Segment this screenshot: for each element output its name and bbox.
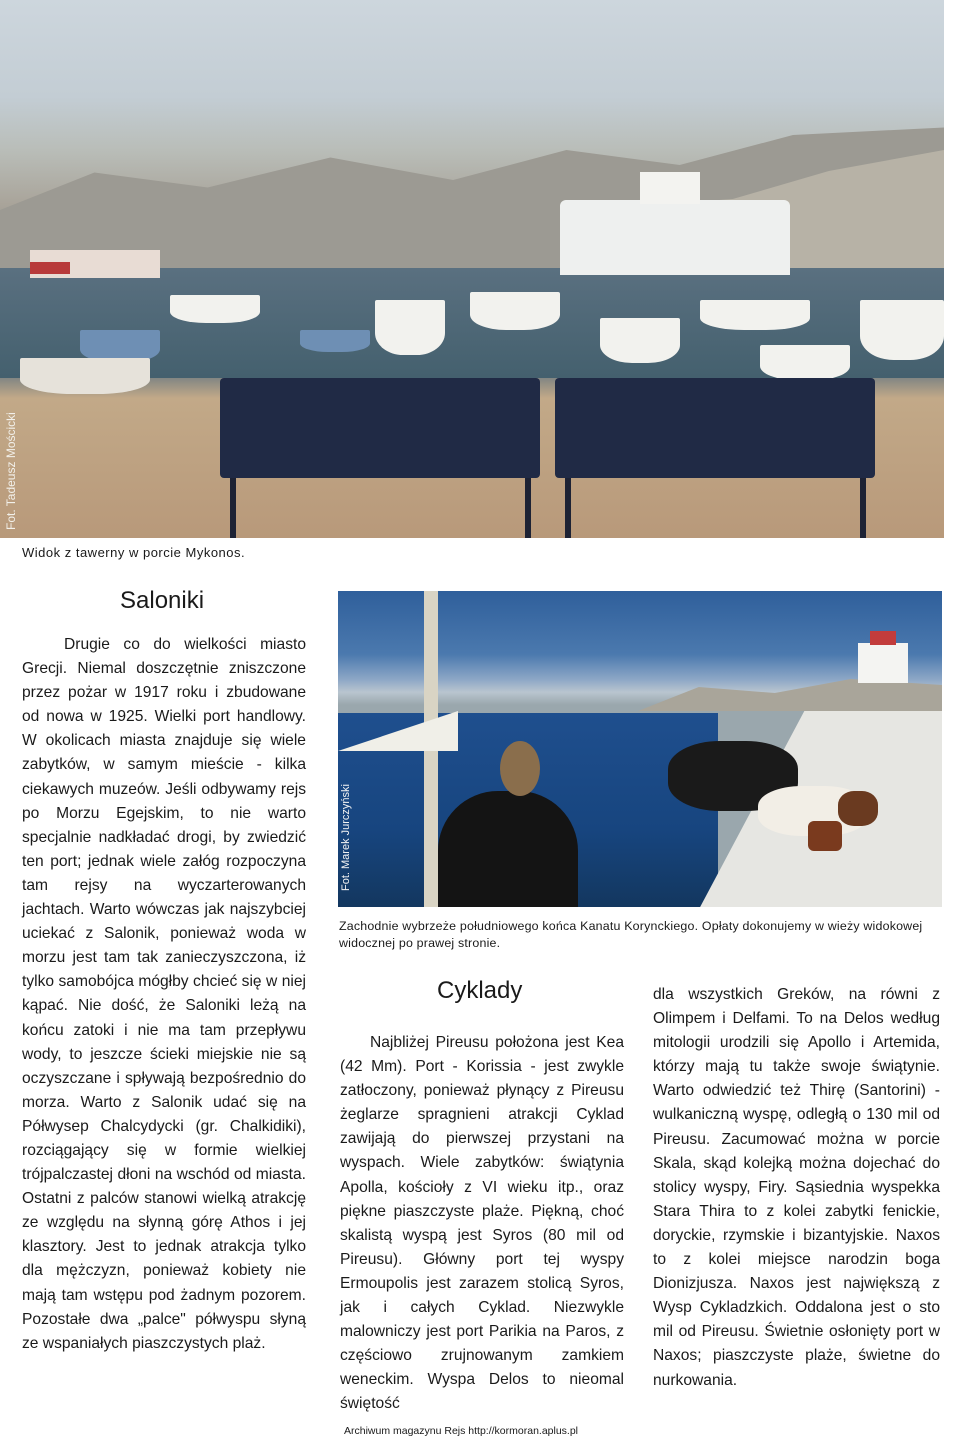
photo-caption-right: Zachodnie wybrzeże południowego końca Kanatu Korynckiego. Opłaty dokonujemy w wieży widokowej widocznej po prawej stronie. (339, 919, 923, 950)
photo-credit-top: Fot. Tadeusz Mościcki (4, 412, 18, 530)
heading-cyklady: Cyklady (437, 977, 523, 1004)
article-cyklady-text-2: dla wszystkich Greków, na równi z Olimpem i Delfami. To na Delos według mitologii urodzili się Apollo i Artemida, którzy mają tu także swoje świątynie. Warto odwiedzić też Thirę (Santorini) - wulkaniczną wyspę, odległą o 130 mil od Pireusu. Zacumować można w porcie Skala, skąd kolejką można dojechać do stolicy wyspy, Firy. Sąsiednia wyspekka Stara Thira to z kolei zabytki fenickie, doryckie, rzymskie i bizantyjskie. Naxos to z kolei miejsce narodzin boga Dionizjusza. Naxos jest największą z Wysp Cykladzkich. Oddalona jest o sto mil od Pireusu. Świetnie osłonięty port w Naxos; piaszczyste plaże, świetne do nurkowania. (653, 986, 940, 1389)
mykonos-harbour-photo (0, 0, 944, 538)
article-cyklady-column-1 (340, 1031, 624, 1417)
photo-credit-right: Fot. Marek Jurczyński (340, 784, 352, 891)
footer-source: Archiwum magazynu Rejs http://kormoran.aplus.pl (344, 1425, 579, 1437)
article-cyklady-text-1: Najbliżej Pireusu położona jest Kea (42 Mm). Port - Korissia - jest zwykle zatłoczony, ponieważ płynący z Pireusu żeglarze spragnieni atrakcji Cyklad zawijają do pierwszej przystani na wyspach. Wiele zabytków: świątynia Apolla, kościoły z VI wieku itp., oraz piękne piaszczyste plaże. Piękną, choć skalistą wyspą jest Syros (80 mil od Pireusu). Główny port tej wyspy Ermoupolis jest zarazem stolicą Syros, jak i całych Cyklad. Niezwykle malowniczy jest port Parikia na Paros, z częściowo zrujnowanym zamkiem weneckim. Wyspa Delos to nieomal świętość (340, 1034, 624, 1413)
article-cyklady-column-2 (653, 983, 940, 1393)
article-saloniki (22, 633, 306, 1356)
heading-saloniki: Saloniki (120, 587, 205, 614)
article-saloniki-text: Drugie co do wielkości miasto Grecji. Niemal doszczętnie zniszczone przez pożar w 1917 roku i zbudowane od nowa w 1925. Wielki port handlowy. W okolicach miasta znajduje się wiele zabytków, w samym mieście - kilka ciekawych muzeów. Jeśli odbywamy rejs po Morzu Egejskim, to nie warto specjalnie nadkładać drogi, by zwiedzić ten port; jednak wiele załóg rozpoczyna tam rejsy na wyczarterowanych jachtach. Warto wówczas jak najszybciej uciekać z Salonik, ponieważ woda w morzu jest tam tak zanieczyszczona, iż tylko samobójca mógłby chcieć się w niej kąpać. Nie dość, że Saloniki leżą na końcu zatoki i nie ma tam przepływu wody, to jeszcze ścieki miejskie nie są oczyszczane i spływają bezpośrednio do morza. Warto z Salonik udać się na Półwysep Chalcydycki (gr. Chalkidiki), rozciągający się w formie wielkiej trójpalczastej dłoni na wschód od miasta. Ostatni z palców stanowi wielką atrakcję ze względu na słynną górę Athos i jej klasztory. Jest to jednak atrakcja tylko dla mężczyzn, ponieważ kobiety nie mają tam wstępu pod żadnym pozorem. Pozostałe dwa „palce" półwyspu słyną ze wspaniałych piaszczystych plaż. (22, 636, 306, 1352)
photo-caption-top: Widok z tawerny w porcie Mykonos. (22, 545, 246, 560)
corinth-canal-photo (338, 591, 942, 907)
